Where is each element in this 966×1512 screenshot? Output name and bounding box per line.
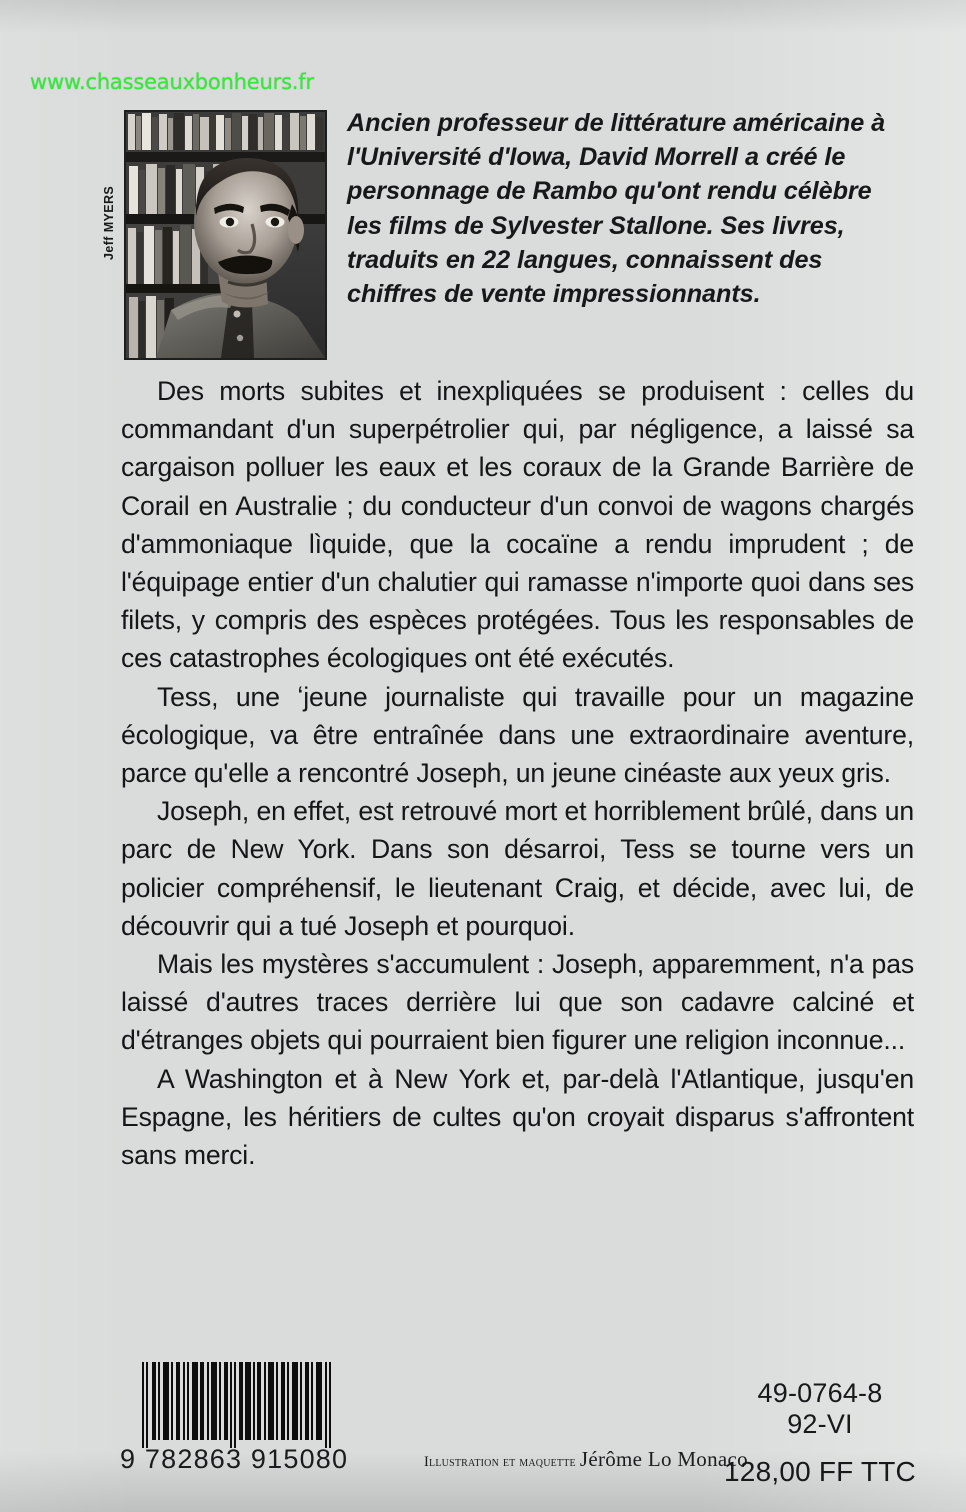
blurb-paragraph: Des morts subites et inexpliquées se produisent : celles du commandant d'un superpétrolier qui, par négligence, a laissé sa cargaison polluer les eaux et les coraux de la Grande Barrière de Corail en Australie ; du conducteur d'un convoi de wagons chargés d'ammoniaque lìquide, que la cocaïne a rendu imprudent ; de l'équipage entier d'un chalutier qui ramasse n'importe quoi dans ses filets, y compris des espèces protégées. Tous les responsables de ces catastrophes écologiques ont été exécutés.	[121, 376, 914, 674]
blurb-paragraph: Tess, une ʻjeune journaliste qui travaille pour un magazine écologique, va être entraînée dans une extraordinaire aventure, parce qu'elle a rencontré Joseph, un jeune cinéaste aux yeux gris.	[121, 681, 914, 789]
publisher-codes	[700, 1378, 940, 1488]
site-watermark: www.chasseauxbonheurs.fr	[30, 70, 314, 94]
barcode-graphic	[140, 1362, 340, 1448]
print-date-code: 92-VI	[787, 1409, 853, 1439]
photo-credit-label: Jeff MYERS	[102, 185, 116, 260]
blurb-paragraph: Joseph, en effet, est retrouvé mort et horriblement brûlé, dans un parc de New York. Dans son désarroi, Tess se tourne vers un policier compréhensif, le lieutenant Craig, et décide, avec lui, de découvrir qui a tué Joseph et pourquoi.	[121, 796, 914, 941]
isbn-barcode	[140, 1362, 340, 1448]
back-cover-blurb	[121, 372, 914, 1174]
author-biography: Ancien professeur de littérature américaine à l'Université d'Iowa, David Morrell a créé le personnage de Rambo qu'ont rendu célèbre les films de Sylvester Stallone. Ses livres, traduits en 22 langues, connaissent des chiffres de vente impressionnants.	[347, 109, 886, 309]
blurb-paragraph: Mais les mystères s'accumulent : Joseph, apparemment, n'a pas laissé d'autres traces derrière lui que son cadavre calciné et d'étranges objets qui pourraient bien figurer une religion inconnue...	[121, 949, 914, 1056]
illustration-credit-name: Jérôme Lo Monaco	[579, 1447, 748, 1471]
illustration-credit-prefix: Illustration et maquette	[424, 1454, 576, 1470]
blurb-paragraph: A Washington et à New York et, par-delà l'Atlantique, jusqu'en Espagne, les héritiers de cultes qu'on croyait disparus s'affrontent sans merci.	[121, 1063, 914, 1171]
price-label: 128,00 FF TTC	[724, 1456, 916, 1487]
isbn-digits: 9 782863 915080	[120, 1444, 349, 1474]
author-photo-block	[102, 110, 327, 360]
author-portrait-photo	[124, 110, 327, 360]
portrait-graphic	[126, 112, 325, 358]
catalog-reference: 49-0764-8	[757, 1378, 883, 1408]
